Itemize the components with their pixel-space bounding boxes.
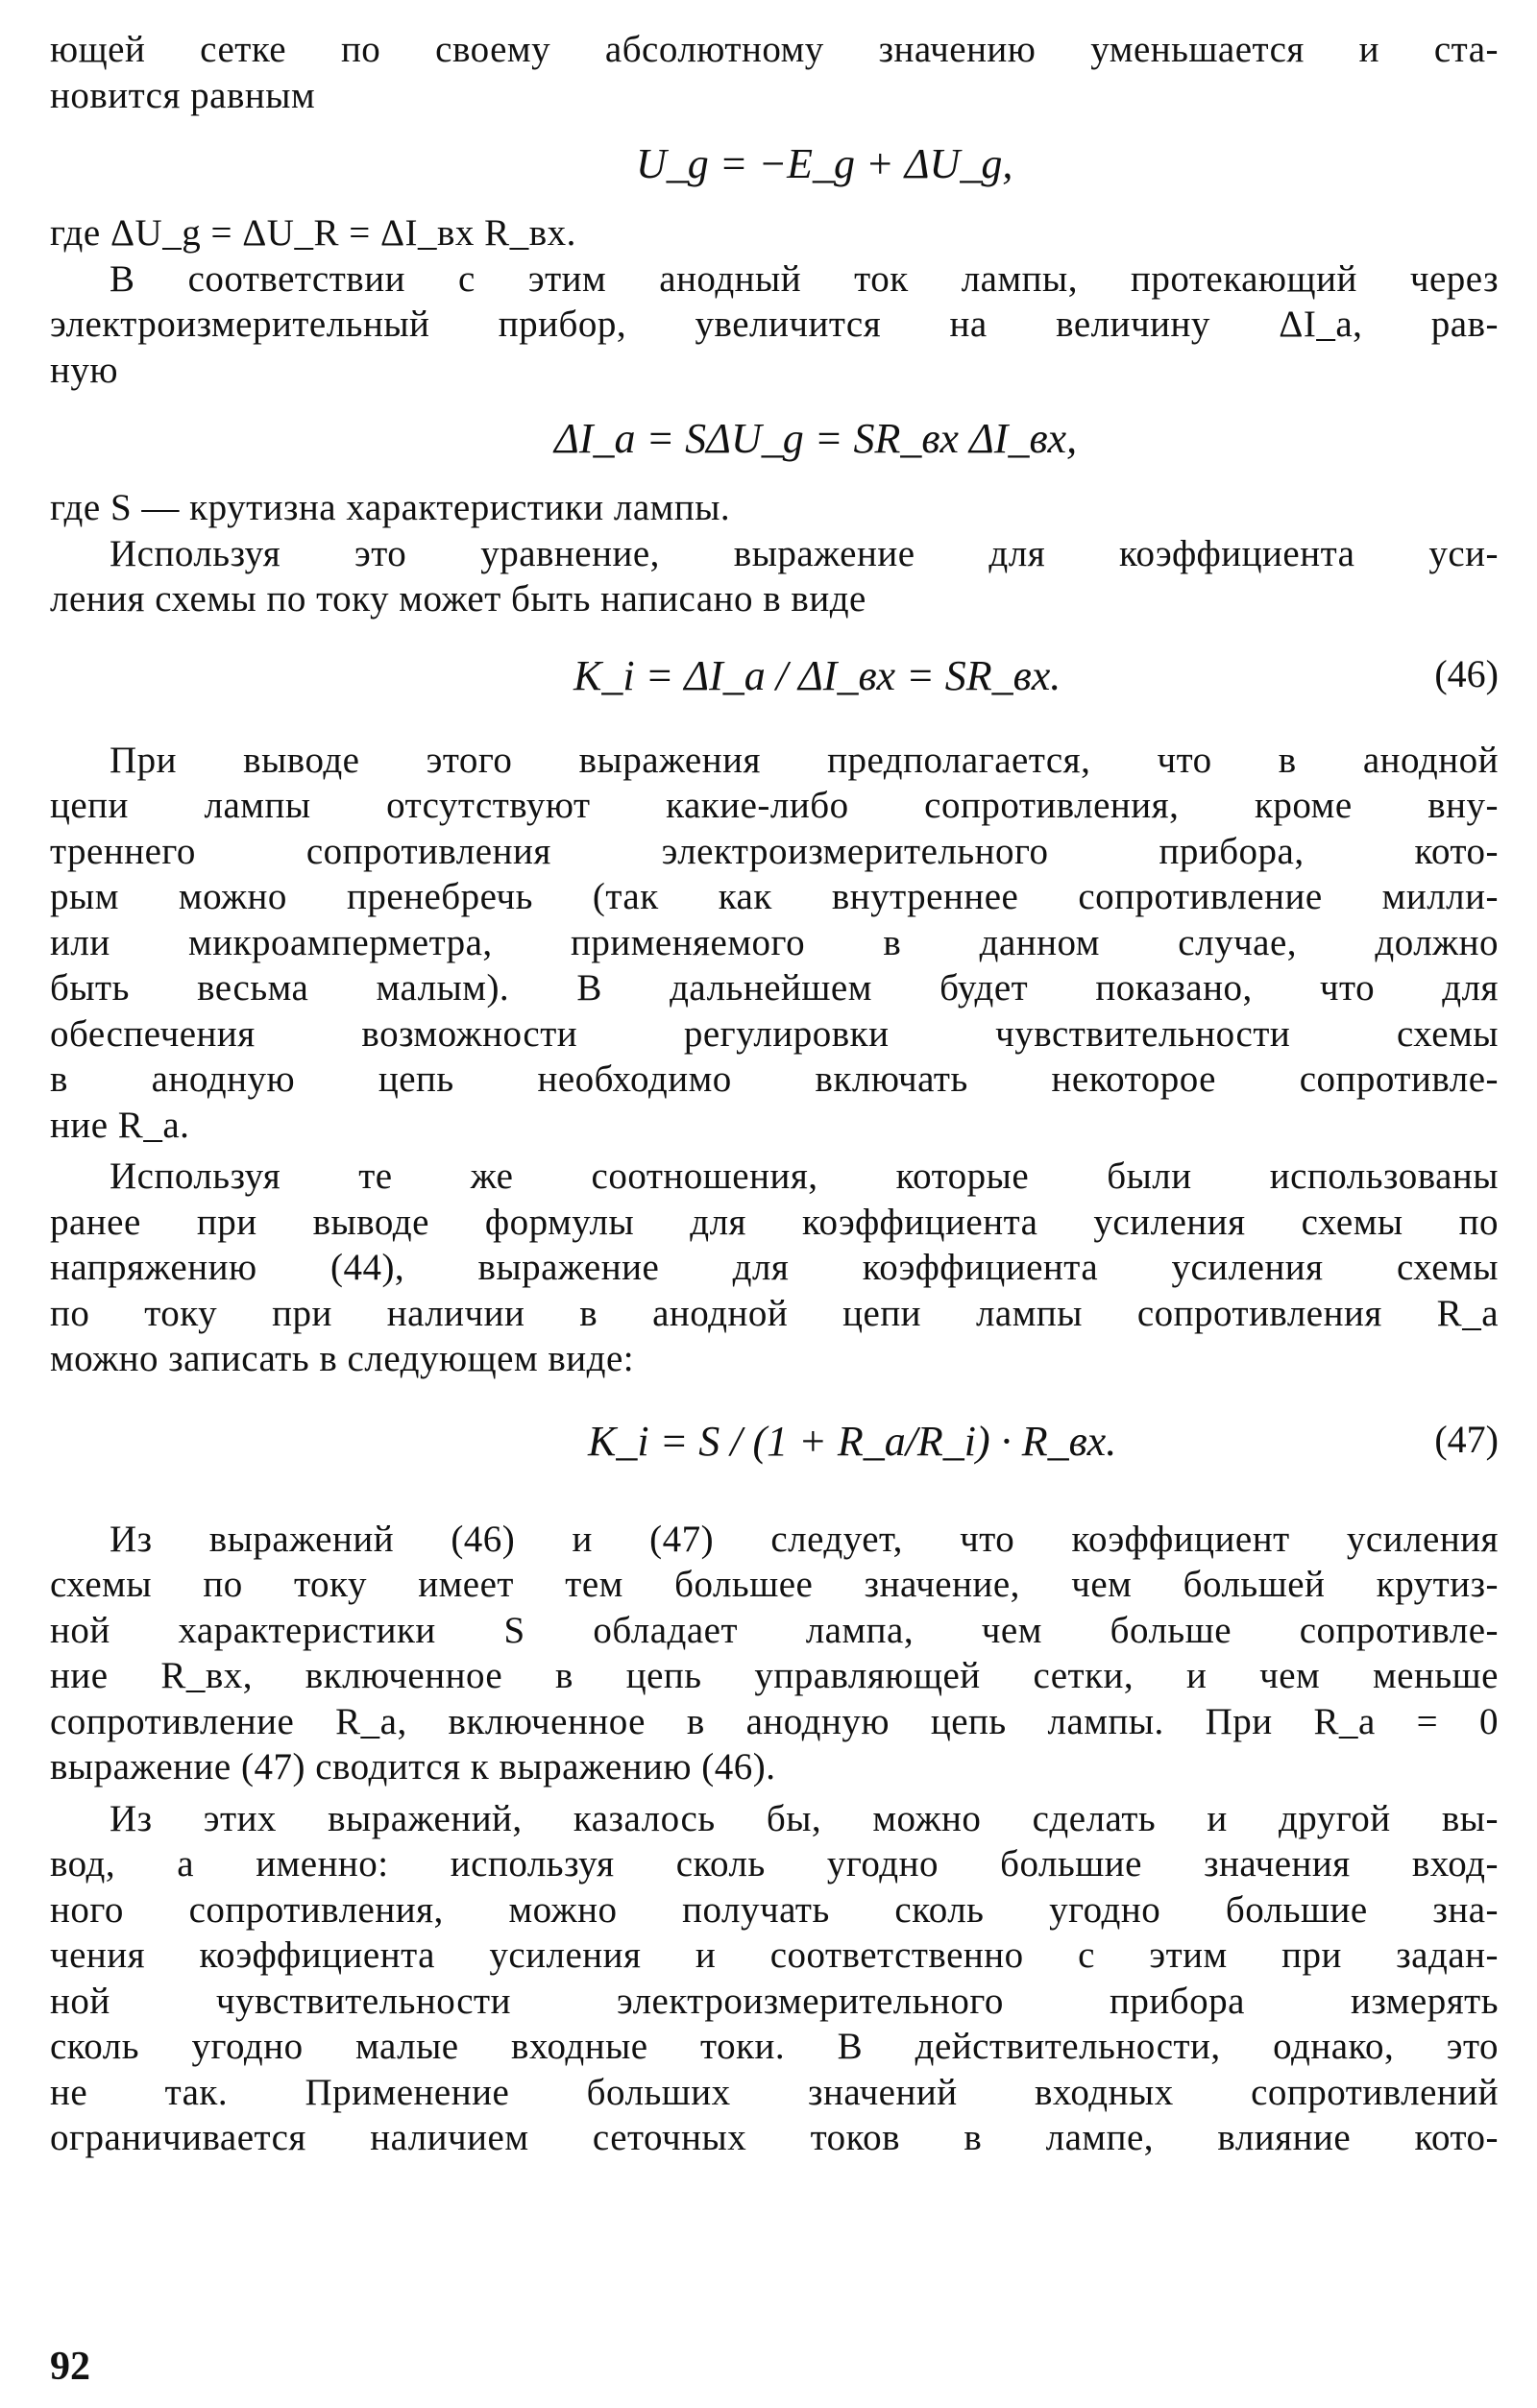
text-line: Из этих выражений, казалось бы, можно сделать и другой вы- (110, 1797, 1499, 1839)
text-line: быть весьма малым). В дальнейшем будет показано, что для (50, 967, 1499, 1009)
text-line: ной характеристики S обладает лампа, чем больше сопротивле- (50, 1609, 1499, 1651)
text-line: Используя те же соотношения, которые были использованы (110, 1155, 1499, 1197)
paragraph-6 (50, 1517, 1499, 1790)
text-line: ную (50, 349, 119, 391)
text-line: сколь угодно малые входные токи. В действительности, однако, это (50, 2026, 1499, 2067)
text-line: или микроамперметра, применяемого в данном случае, должно (50, 921, 1499, 963)
paragraph-2 (50, 256, 1499, 394)
formula-delta-ia-text: ΔI_a = SΔU_g = SR_вх ΔI_вх, (554, 415, 1078, 462)
text-line: чения коэффициента усиления и соответственно с этим при задан- (50, 1934, 1499, 1976)
text-line: При выводе этого выражения предполагается, что в анодной (110, 739, 1499, 781)
text-line: не так. Применение больших значений входных сопротивлений (50, 2071, 1499, 2113)
text-line: ной чувствительности электроизмерительного прибора измерять (50, 1980, 1499, 2022)
text-line: сопротивление R_a, включенное в анодную цепь лампы. При R_a = 0 (50, 1700, 1499, 1742)
equation-number-47: (47) (1434, 1417, 1499, 1461)
text-line: ограничивается наличием сеточных токов в лампе, влияние кото- (50, 2117, 1499, 2158)
paragraph-1 (50, 27, 1499, 118)
paragraph-3 (50, 531, 1499, 622)
text-line: ние R_вх, включенное в цепь управляющей сетки, и чем меньше (50, 1655, 1499, 1696)
text-line: треннего сопротивления электроизмерительного прибора, кото- (50, 830, 1499, 872)
text-line: Из выражений (46) и (47) следует, что коэффициент усиления (110, 1518, 1499, 1560)
formula-46-text: K_i = ΔI_a / ΔI_вх = SR_вх. (573, 651, 1061, 699)
text-line: выражение (47) сводится к выражению (46). (50, 1746, 776, 1788)
text-line: по току при наличии в анодной цепи лампы сопротивления R_a (50, 1292, 1499, 1334)
text-line: обеспечения возможности регулировки чувствительности схемы (50, 1012, 1499, 1055)
equation-number-46: (46) (1434, 651, 1499, 695)
where-clause-2: где S — крутизна характеристики лампы. (50, 487, 731, 528)
text-line: ного сопротивления, можно получать сколь угодно большие зна- (50, 1888, 1499, 1931)
where-clause-1: где ΔU_g = ΔU_R = ΔI_вх R_вх. (50, 212, 576, 254)
text-line: рым можно пренебречь (так как внутреннее сопротивление милли- (50, 876, 1499, 917)
text-line: ления схемы по току может быть написано в виде (50, 578, 866, 620)
text-line: Используя это уравнение, выражение для коэффициента уси- (110, 532, 1499, 574)
text-line: новится равным (50, 74, 316, 116)
book-page (50, 27, 1499, 2161)
formula-delta-ia (50, 393, 1499, 485)
text-line: вод, а именно: используя сколь угодно большие значения вход- (50, 1843, 1499, 1885)
text-line: электроизмерительный прибор, увеличится на величину ΔI_a, рав- (50, 304, 1499, 345)
text-line: в анодную цепь необходимо включать некоторое сопротивле- (50, 1058, 1499, 1100)
text-line: цепи лампы отсутствуют какие-либо сопротивления, кроме вну- (50, 785, 1499, 826)
paragraph-4 (50, 738, 1499, 1149)
paragraph-7 (50, 1796, 1499, 2161)
text-line: напряжению (44), выражение для коэффициента усиления схемы (50, 1247, 1499, 1288)
text-line: схемы по току имеет тем большее значение, чем большей крутиз- (50, 1564, 1499, 1605)
formula-47 (50, 1382, 1499, 1517)
formula-ug (50, 118, 1499, 210)
formula-47-text: K_i = S / (1 + R_a/R_i) · R_вх. (588, 1417, 1117, 1465)
paragraph-5 (50, 1154, 1499, 1382)
formula-46 (50, 622, 1499, 738)
formula-ug-text: U_g = −E_g + ΔU_g, (636, 140, 1013, 187)
text-line: ранее при выводе формулы для коэффициента усиления схемы по (50, 1201, 1499, 1243)
text-line: можно записать в следующем виде: (50, 1338, 635, 1379)
page-number: 92 (50, 2345, 90, 2389)
text-line: ющей сетке по своему абсолютному значению уменьшается и ста- (50, 29, 1499, 70)
text-line: ние R_a. (50, 1104, 190, 1146)
text-line: В соответствии с этим анодный ток лампы, протекающий через (110, 257, 1499, 300)
